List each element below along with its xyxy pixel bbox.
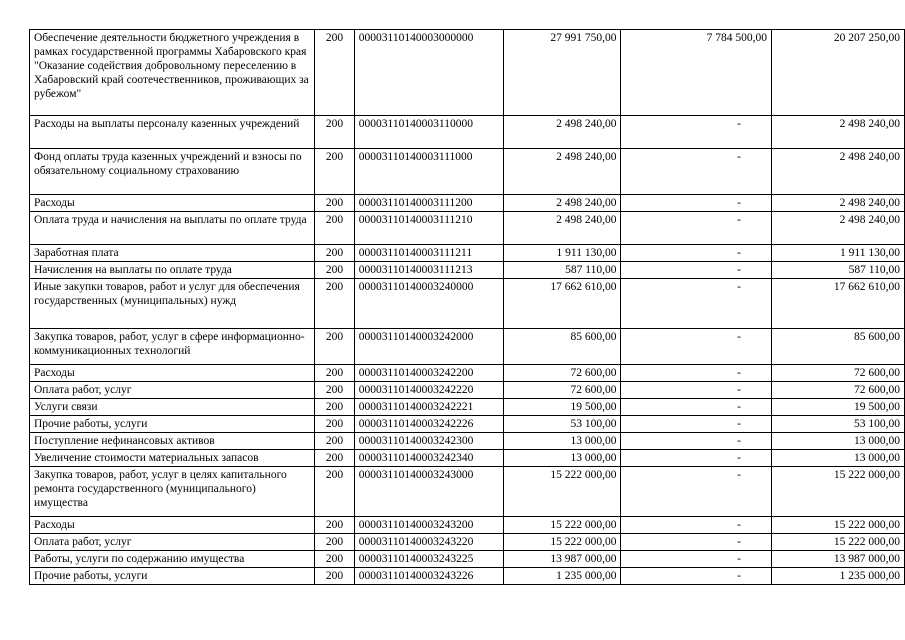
table-row: [30, 517, 905, 534]
table-row: [30, 433, 905, 450]
table-row: [30, 382, 905, 399]
item-code: 200: [315, 416, 355, 433]
item-code: 200: [315, 262, 355, 279]
item-classification-code: 00003110140003240000: [354, 279, 503, 329]
item-approved-amount: 72 600,00: [503, 365, 621, 382]
item-code: 200: [315, 551, 355, 568]
item-approved-amount: 1 235 000,00: [503, 568, 621, 585]
table-row: [30, 195, 905, 212]
item-classification-code: 00003110140003111210: [354, 212, 503, 245]
table-row: [30, 551, 905, 568]
item-code: 200: [315, 450, 355, 467]
item-name: Услуги связи: [30, 399, 315, 416]
item-executed-amount: -: [621, 551, 771, 568]
item-approved-amount: 2 498 240,00: [503, 212, 621, 245]
item-classification-code: 00003110140003242221: [354, 399, 503, 416]
item-approved-amount: 13 000,00: [503, 433, 621, 450]
item-unexecuted-amount: 15 222 000,00: [771, 534, 904, 551]
item-name: Расходы на выплаты персоналу казенных учреждений: [30, 116, 315, 149]
item-approved-amount: 13 987 000,00: [503, 551, 621, 568]
item-classification-code: 00003110140003242000: [354, 329, 503, 365]
item-unexecuted-amount: 15 222 000,00: [771, 467, 904, 517]
item-approved-amount: 19 500,00: [503, 399, 621, 416]
table-row: [30, 399, 905, 416]
item-executed-amount: 7 784 500,00: [621, 30, 771, 116]
item-unexecuted-amount: 2 498 240,00: [771, 212, 904, 245]
table-row: [30, 534, 905, 551]
item-executed-amount: -: [621, 365, 771, 382]
item-code: 200: [315, 365, 355, 382]
item-approved-amount: 27 991 750,00: [503, 30, 621, 116]
table-row: [30, 365, 905, 382]
table-row: [30, 149, 905, 195]
item-name: Обеспечение деятельности бюджетного учреждения в рамках государственной программы Хабаровского края "Оказание содействия добровольному переселению в Хабаровский край соотечественников, проживающих за рубежом": [30, 30, 315, 116]
item-executed-amount: -: [621, 382, 771, 399]
item-classification-code: 00003110140003242340: [354, 450, 503, 467]
item-name: Расходы: [30, 195, 315, 212]
item-unexecuted-amount: 72 600,00: [771, 382, 904, 399]
table-row: [30, 262, 905, 279]
item-code: 200: [315, 30, 355, 116]
item-approved-amount: 15 222 000,00: [503, 534, 621, 551]
table-row: [30, 245, 905, 262]
item-classification-code: 00003110140003111000: [354, 149, 503, 195]
item-unexecuted-amount: 19 500,00: [771, 399, 904, 416]
item-code: 200: [315, 149, 355, 195]
item-name: Заработная плата: [30, 245, 315, 262]
item-executed-amount: -: [621, 149, 771, 195]
item-name: Расходы: [30, 517, 315, 534]
item-unexecuted-amount: 2 498 240,00: [771, 195, 904, 212]
item-executed-amount: -: [621, 517, 771, 534]
item-name: Оплата труда и начисления на выплаты по оплате труда: [30, 212, 315, 245]
item-unexecuted-amount: 1 235 000,00: [771, 568, 904, 585]
item-unexecuted-amount: 15 222 000,00: [771, 517, 904, 534]
item-executed-amount: -: [621, 416, 771, 433]
item-code: 200: [315, 433, 355, 450]
item-name: Фонд оплаты труда казенных учреждений и взносы по обязательному социальному страхованию: [30, 149, 315, 195]
item-name: Начисления на выплаты по оплате труда: [30, 262, 315, 279]
item-approved-amount: 587 110,00: [503, 262, 621, 279]
item-code: 200: [315, 467, 355, 517]
item-classification-code: 00003110140003243200: [354, 517, 503, 534]
item-approved-amount: 1 911 130,00: [503, 245, 621, 262]
item-code: 200: [315, 329, 355, 365]
table-row: [30, 212, 905, 245]
item-name: Поступление нефинансовых активов: [30, 433, 315, 450]
item-approved-amount: 2 498 240,00: [503, 116, 621, 149]
item-classification-code: 00003110140003242220: [354, 382, 503, 399]
item-classification-code: 00003110140003110000: [354, 116, 503, 149]
table-row: [30, 329, 905, 365]
item-classification-code: 00003110140003111200: [354, 195, 503, 212]
item-code: 200: [315, 245, 355, 262]
item-executed-amount: -: [621, 245, 771, 262]
item-name: Оплата работ, услуг: [30, 534, 315, 551]
item-approved-amount: 53 100,00: [503, 416, 621, 433]
item-code: 200: [315, 399, 355, 416]
item-executed-amount: -: [621, 450, 771, 467]
table-row: [30, 116, 905, 149]
item-classification-code: 00003110140003111213: [354, 262, 503, 279]
budget-report-table: [29, 29, 905, 585]
item-code: 200: [315, 212, 355, 245]
item-code: 200: [315, 279, 355, 329]
item-code: 200: [315, 116, 355, 149]
item-executed-amount: -: [621, 279, 771, 329]
table-row: [30, 279, 905, 329]
item-code: 200: [315, 568, 355, 585]
item-unexecuted-amount: 72 600,00: [771, 365, 904, 382]
item-executed-amount: -: [621, 262, 771, 279]
item-name: Иные закупки товаров, работ и услуг для обеспечения государственных (муниципальных) нужд: [30, 279, 315, 329]
item-code: 200: [315, 534, 355, 551]
item-approved-amount: 15 222 000,00: [503, 467, 621, 517]
item-approved-amount: 2 498 240,00: [503, 149, 621, 195]
item-executed-amount: -: [621, 568, 771, 585]
item-classification-code: 00003110140003243225: [354, 551, 503, 568]
item-code: 200: [315, 382, 355, 399]
item-executed-amount: -: [621, 534, 771, 551]
item-classification-code: 00003110140003243000: [354, 467, 503, 517]
table-row: [30, 450, 905, 467]
item-unexecuted-amount: 85 600,00: [771, 329, 904, 365]
item-approved-amount: 13 000,00: [503, 450, 621, 467]
item-unexecuted-amount: 53 100,00: [771, 416, 904, 433]
item-code: 200: [315, 195, 355, 212]
item-executed-amount: -: [621, 116, 771, 149]
table-row: [30, 568, 905, 585]
item-executed-amount: -: [621, 399, 771, 416]
item-unexecuted-amount: 13 000,00: [771, 433, 904, 450]
item-approved-amount: 85 600,00: [503, 329, 621, 365]
item-name: Увеличение стоимости материальных запасов: [30, 450, 315, 467]
item-classification-code: 00003110140003000000: [354, 30, 503, 116]
item-approved-amount: 2 498 240,00: [503, 195, 621, 212]
item-classification-code: 00003110140003111211: [354, 245, 503, 262]
table-row: [30, 30, 905, 116]
item-classification-code: 00003110140003243220: [354, 534, 503, 551]
item-executed-amount: -: [621, 329, 771, 365]
item-executed-amount: -: [621, 433, 771, 450]
item-executed-amount: -: [621, 195, 771, 212]
item-name: Оплата работ, услуг: [30, 382, 315, 399]
table-body: [30, 30, 905, 585]
table-row: [30, 467, 905, 517]
item-unexecuted-amount: 2 498 240,00: [771, 116, 904, 149]
item-name: Закупка товаров, работ, услуг в целях капитального ремонта государственного (муниципального) имущества: [30, 467, 315, 517]
item-name: Расходы: [30, 365, 315, 382]
item-name: Закупка товаров, работ, услуг в сфере информационно-коммуникационных технологий: [30, 329, 315, 365]
item-classification-code: 00003110140003242226: [354, 416, 503, 433]
item-executed-amount: -: [621, 467, 771, 517]
item-unexecuted-amount: 13 000,00: [771, 450, 904, 467]
item-approved-amount: 17 662 610,00: [503, 279, 621, 329]
item-classification-code: 00003110140003242300: [354, 433, 503, 450]
item-approved-amount: 72 600,00: [503, 382, 621, 399]
item-approved-amount: 15 222 000,00: [503, 517, 621, 534]
item-unexecuted-amount: 20 207 250,00: [771, 30, 904, 116]
item-code: 200: [315, 517, 355, 534]
item-name: Прочие работы, услуги: [30, 416, 315, 433]
item-unexecuted-amount: 17 662 610,00: [771, 279, 904, 329]
item-name: Работы, услуги по содержанию имущества: [30, 551, 315, 568]
item-name: Прочие работы, услуги: [30, 568, 315, 585]
item-executed-amount: -: [621, 212, 771, 245]
item-classification-code: 00003110140003242200: [354, 365, 503, 382]
item-unexecuted-amount: 13 987 000,00: [771, 551, 904, 568]
table-row: [30, 416, 905, 433]
item-classification-code: 00003110140003243226: [354, 568, 503, 585]
item-unexecuted-amount: 1 911 130,00: [771, 245, 904, 262]
item-unexecuted-amount: 2 498 240,00: [771, 149, 904, 195]
item-unexecuted-amount: 587 110,00: [771, 262, 904, 279]
